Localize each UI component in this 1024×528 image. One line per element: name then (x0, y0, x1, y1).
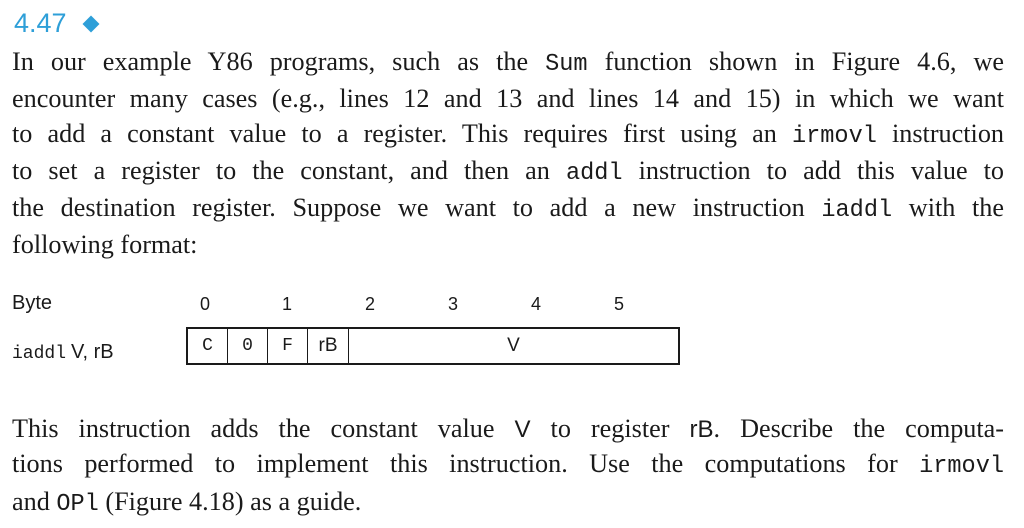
question-paragraph (12, 412, 1004, 522)
text-line: the destination register. Suppose we want to add a new instruction iaddl with the (12, 193, 1004, 225)
diamond-icon (82, 15, 99, 32)
code-iaddl: iaddl (821, 197, 893, 225)
code-sum: Sum (545, 51, 588, 78)
problem-paragraph (12, 45, 1004, 263)
code-irmovl: irmovl (791, 122, 877, 150)
instruction-mnemonic: iaddl (12, 344, 67, 364)
text-line: and OPl (Figure 4.18) as a guide. (12, 486, 362, 518)
rb-cell: rB (308, 329, 349, 363)
text-line: tions performed to implement this instruction. Use the computations for irmovl (12, 449, 1004, 481)
value-cell: V (507, 335, 520, 356)
symbol-rb: rB (689, 416, 714, 443)
ra-cell: F (268, 329, 308, 363)
byte-number: 0 (199, 294, 211, 314)
text-line: In our example Y86 programs, such as the Sum function shown in Figure 4.6, we (12, 47, 1004, 78)
instruction-operands: V, rB (71, 341, 114, 363)
instruction-encoding-box (186, 327, 680, 365)
text-line: following format: (12, 230, 198, 260)
icode-cell: C (188, 329, 228, 363)
exercise-number: 4.47 (14, 8, 67, 38)
byte-number: 4 (530, 294, 542, 314)
exercise-header (14, 8, 97, 39)
byte-label: Byte (12, 292, 53, 314)
code-opl: OPl (56, 490, 99, 518)
instruction-label (12, 341, 114, 364)
ifun-cell: 0 (228, 329, 268, 363)
byte-number: 2 (364, 294, 376, 314)
instruction-format-diagram (0, 290, 720, 380)
byte-number: 1 (281, 294, 293, 314)
text-line: encounter many cases (e.g., lines 12 and 13 and lines 14 and 15) in which we want (12, 84, 1004, 114)
text-line: to set a register to the constant, and then an addl instruction to add this value to (12, 155, 1004, 187)
code-irmovl: irmovl (919, 453, 1004, 481)
byte-number: 3 (447, 294, 459, 314)
symbol-v: V (514, 416, 531, 443)
code-addl: addl (565, 159, 623, 187)
text-line: to add a constant value to a register. This requires first using an irmovl instruction (12, 118, 1005, 150)
byte-number: 5 (613, 294, 625, 314)
text-line: This instruction adds the constant value V to register rB. Describe the computa- (12, 414, 1004, 443)
